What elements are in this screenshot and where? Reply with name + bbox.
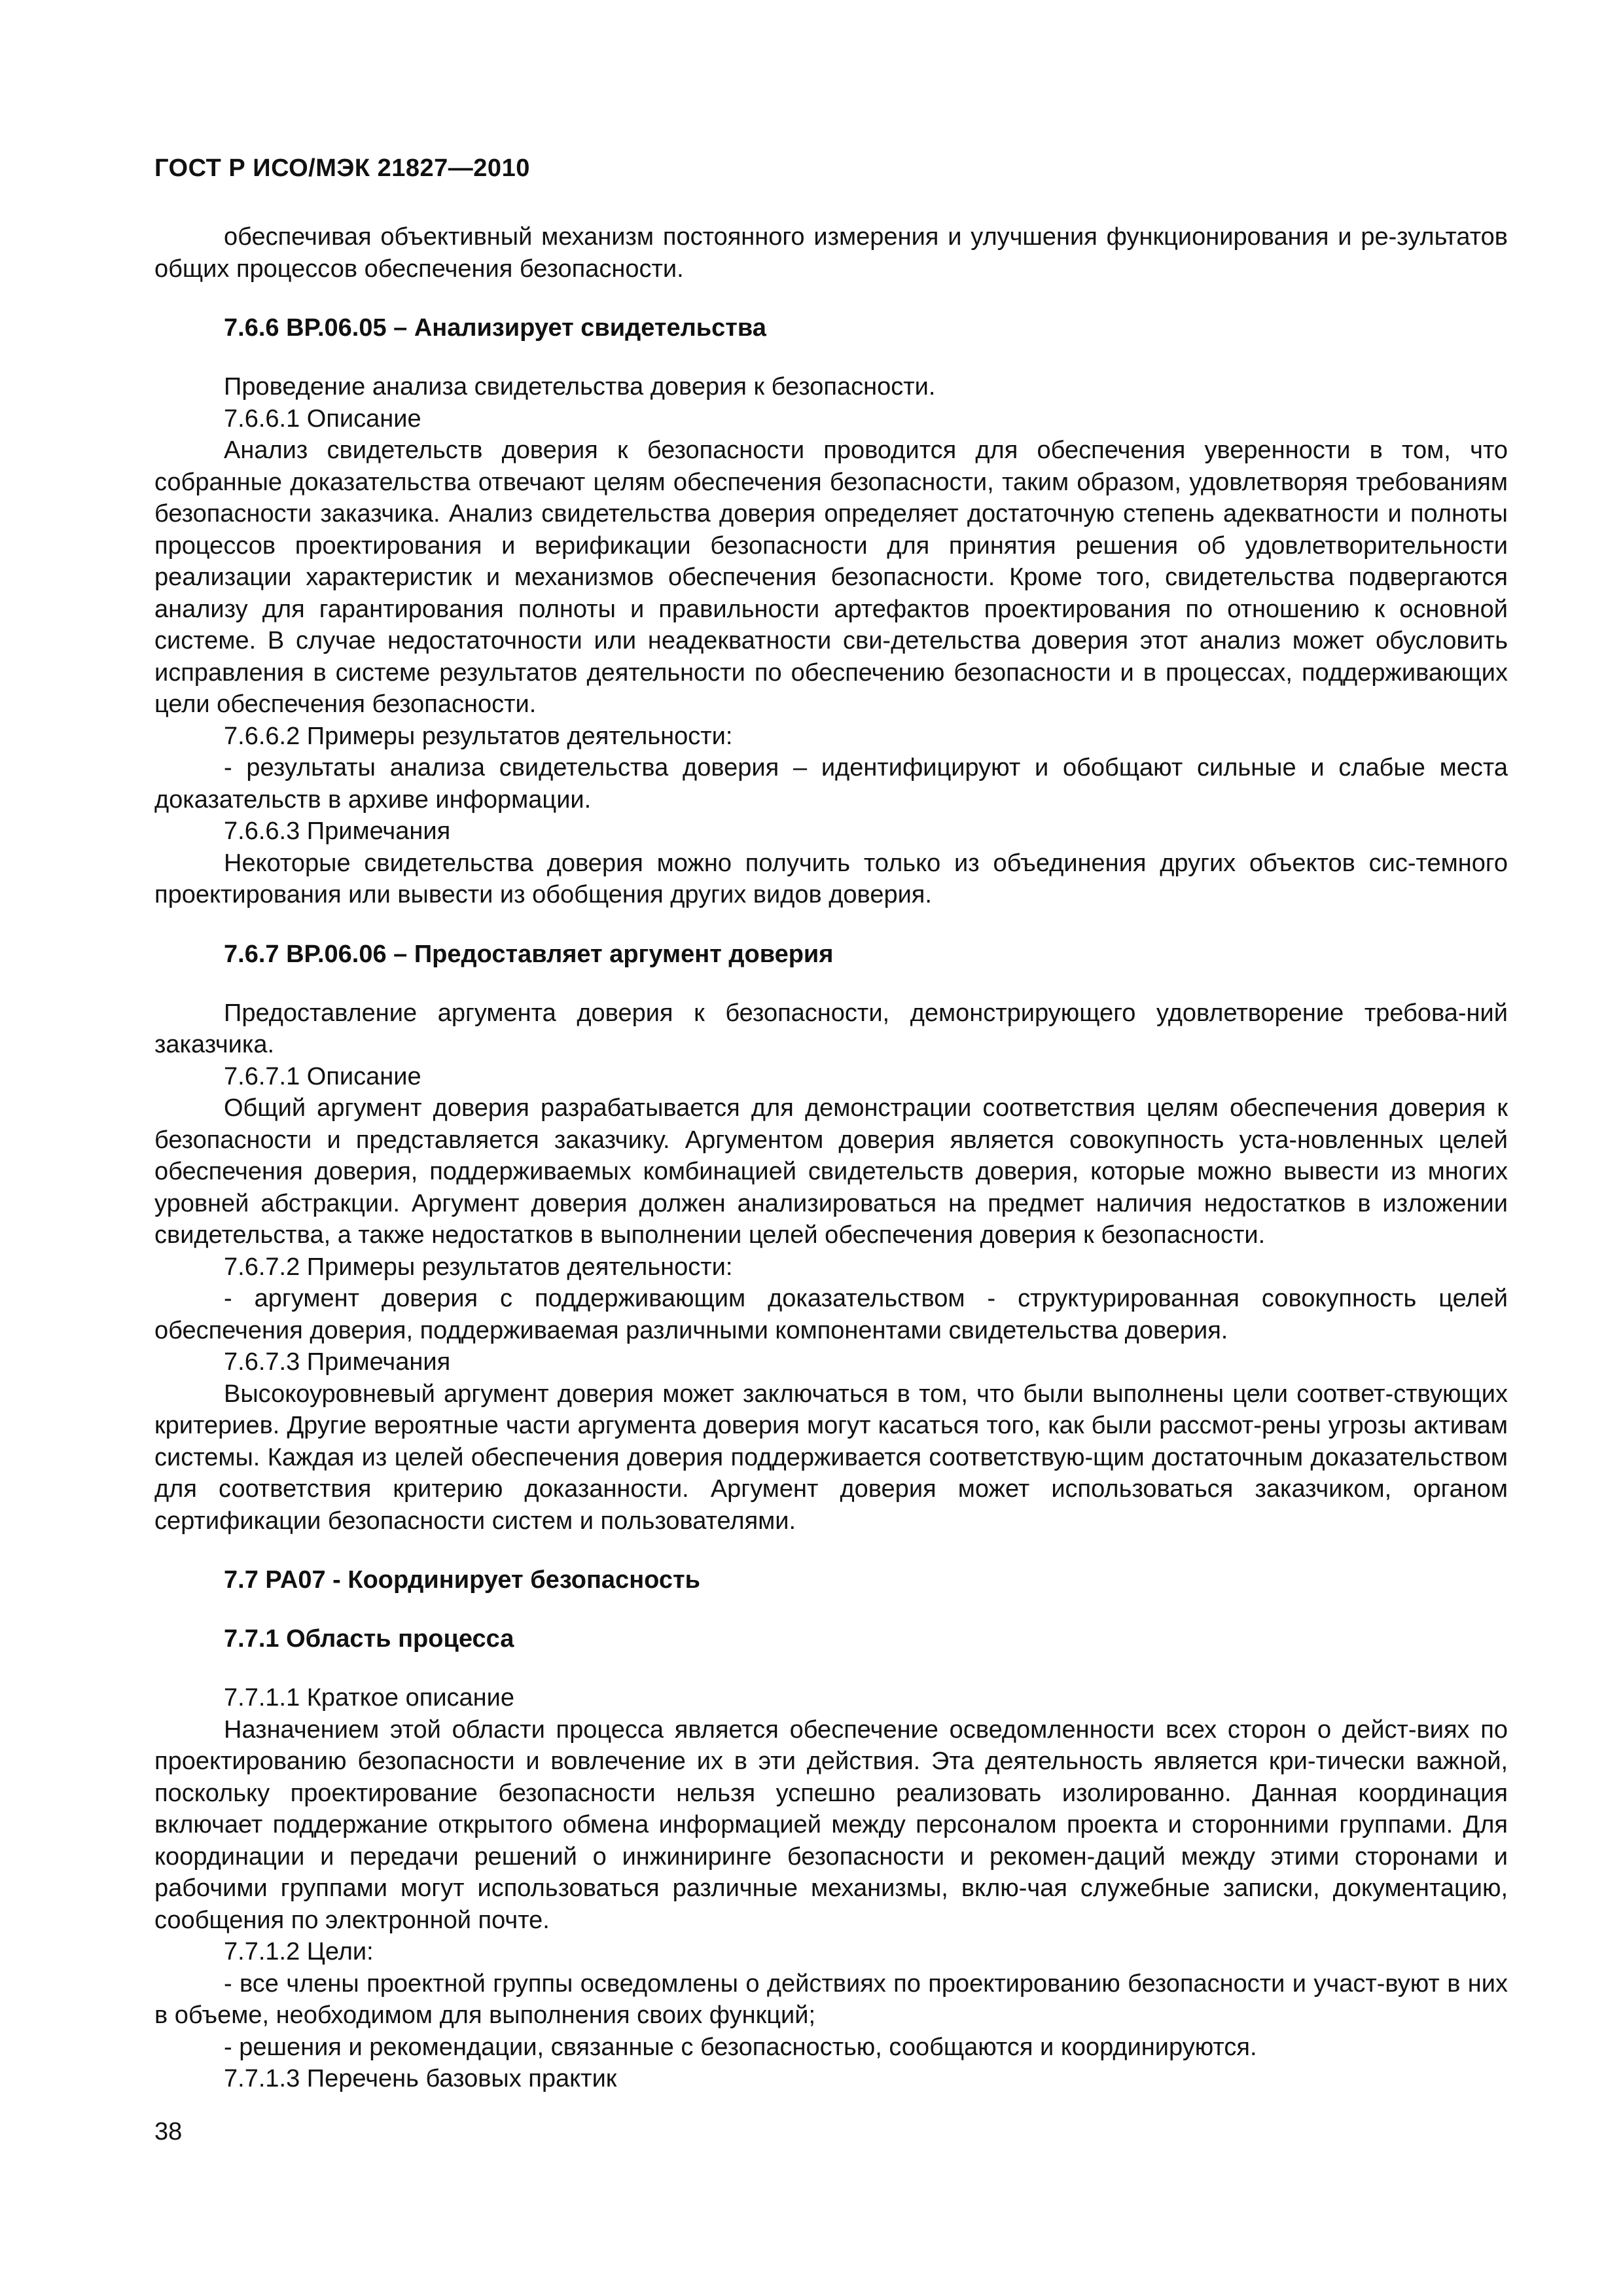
section-heading: 7.7 PA07 - Координирует безопасность — [224, 1566, 700, 1594]
document-body — [154, 221, 1508, 2095]
subsection-label: 7.7.1.2 Цели: — [224, 1938, 374, 1965]
list-item: - решения и рекомендации, связанные с безопасностью, сообщаются и координируются. — [224, 2033, 1257, 2061]
paragraph: Некоторые свидетельства доверия можно получить только из объединения других объектов сис-темного проектирования или вывести из обобщения других видов доверия. — [154, 849, 1508, 908]
document-header: ГОСТ Р ИСО/МЭК 21827—2010 — [154, 154, 530, 182]
list-item: - результаты анализа свидетельства доверия – идентифицируют и обобщают сильные и слабые места доказательств в архиве информации. — [154, 754, 1508, 814]
paragraph: Высокоуровневый аргумент доверия может заключаться в том, что были выполнены цели соответ-ствующих критериев. Другие вероятные части аргумента доверия могут касаться того, как были рассмот-рены угрозы активам системы. Каждая из целей обеспечения доверия поддерживается соответствую-щим достаточным доказательством для соответствия критерию доказанности. Аргумент доверия может использоваться заказчиком, органом сертификации безопасности систем и пользователями. — [154, 1380, 1508, 1535]
subsection-label: 7.6.6.2 Примеры результатов деятельности: — [224, 722, 733, 750]
paragraph: Общий аргумент доверия разрабатывается для демонстрации соответствия целям обеспечения доверия к безопасности и представляется заказчику. Аргументом доверия является совокупность уста-новленных целей обеспечения доверия, поддерживаемых комбинацией свидетельств доверия, которые можно вывести из многих уровней абстракции. Аргумент доверия должен анализироваться на предмет наличия недостатков в изложении свидетельства, а также недостатков в выполнении целей обеспечения доверия к безопасности. — [154, 1094, 1508, 1249]
paragraph: Анализ свидетельств доверия к безопасности проводится для обеспечения уверенности в том, что собранные доказательства отвечают целям обеспечения безопасности, таким образом, удовлетворяя требованиям безопасности заказчика. Анализ свидетельства доверия определяет достаточную степень адекватности и полноты процессов проектирования и верификации безопасности для принятия решения об удовлетворительности реализации характеристик и механизмов обеспечения безопасности. Кроме того, свидетельства подвергаются анализу для гарантирования полноты и правильности артефактов проектирования по отношению к основной системе. В случае недостаточности или неадекватности сви-детельства доверия этот анализ может обусловить исправления в системе результатов деятельности по обеспечению безопасности и в процессах, поддерживающих цели обеспечения безопасности. — [154, 437, 1508, 718]
subsection-label: 7.6.7.3 Примечания — [224, 1348, 451, 1376]
subsection-label: 7.6.6.1 Описание — [224, 404, 421, 433]
paragraph: Предоставление аргумента доверия к безопасности, демонстрирующего удовлетворение требова-ний заказчика. — [154, 999, 1508, 1058]
subsection-label: 7.6.7.1 Описание — [224, 1062, 421, 1090]
subsection-label: 7.7.1.3 Перечень базовых практик — [224, 2065, 617, 2092]
section-heading: 7.7.1 Область процесса — [224, 1625, 514, 1653]
paragraph: обеспечивая объективный механизм постоянного измерения и улучшения функционирования и ре-зультатов общих процессов обеспечения безопасности. — [154, 223, 1508, 283]
subsection-label: 7.7.1.1 Краткое описание — [224, 1684, 515, 1712]
list-item: - аргумент доверия с поддерживающим доказательством - структурированная совокупность целей обеспечения доверия, поддерживаемая различными компонентами свидетельства доверия. — [154, 1285, 1508, 1344]
section-heading: 7.6.6 BP.06.05 – Анализирует свидетельства — [224, 314, 766, 342]
page-number: 38 — [154, 2118, 183, 2145]
list-item: - все члены проектной группы осведомлены о действиях по проектированию безопасности и участ-вуют в них в объеме, необходимом для выполнения своих функций; — [154, 1969, 1508, 2029]
paragraph: Назначением этой области процесса является обеспечение осведомленности всех сторон о дейст-виях по проектированию безопасности и вовлечение их в эти действия. Эта деятельность является кри-тически важной, поскольку проектирование безопасности нельзя успешно реализовать изолированно. Данная координация включает поддержание открытого обмена информацией между персоналом проекта и сторонними группами. Для координации и передачи решений о инжиниринге безопасности и рекомен-даций между этими сторонами и рабочими группами могут использоваться различные механизмы, вклю-чая служебные записки, документацию, сообщения по электронной почте. — [154, 1715, 1508, 1934]
section-heading: 7.6.7 BP.06.06 – Предоставляет аргумент доверия — [224, 940, 834, 968]
paragraph: Проведение анализа свидетельства доверия к безопасности. — [224, 373, 936, 401]
subsection-label: 7.6.6.3 Примечания — [224, 817, 451, 845]
subsection-label: 7.6.7.2 Примеры результатов деятельности: — [224, 1253, 733, 1281]
